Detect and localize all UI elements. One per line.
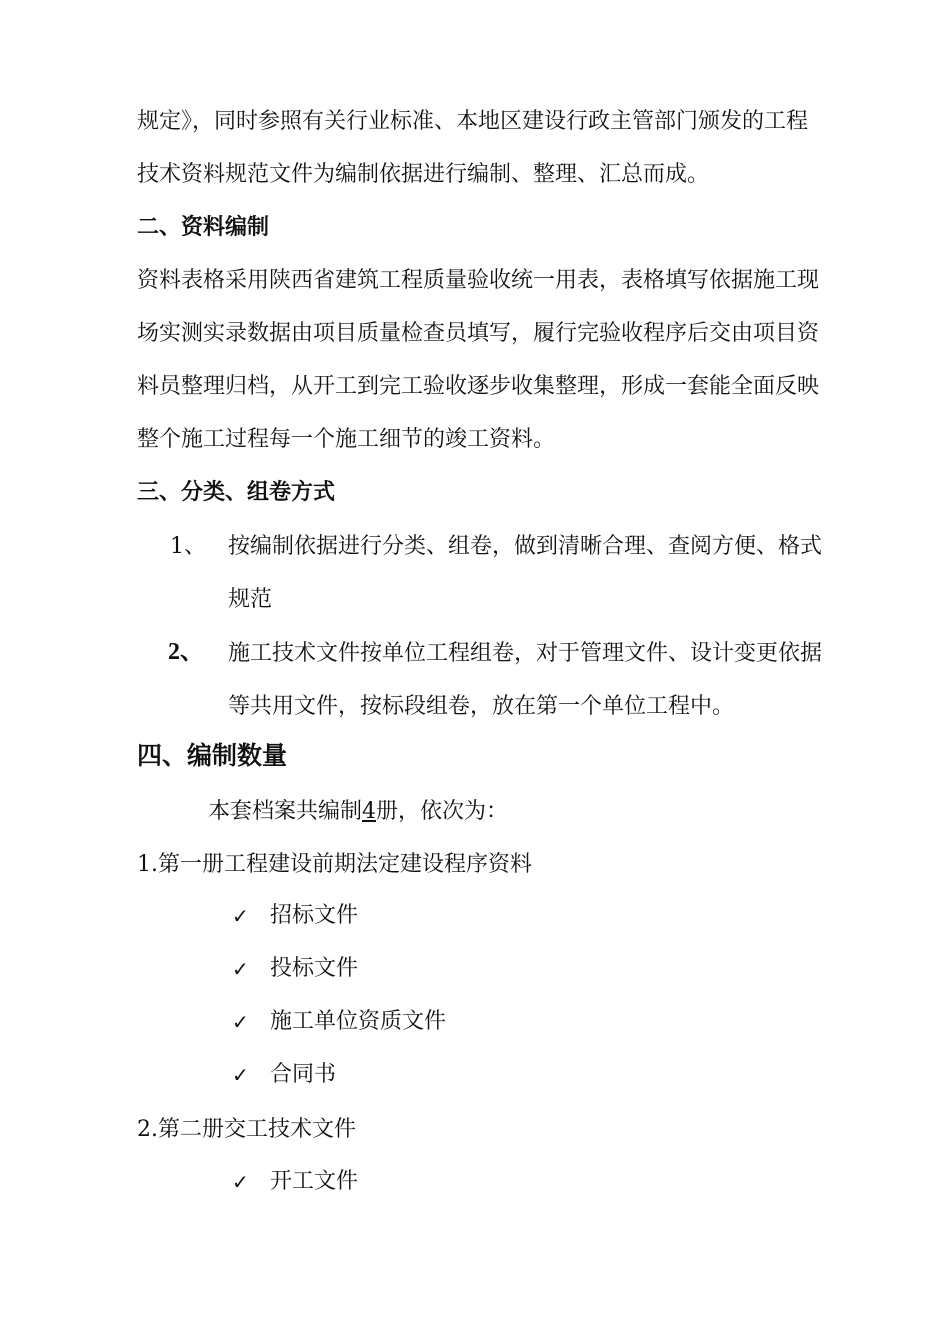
check-icon: ✓ [232, 904, 249, 928]
section-2-heading: 二、资料编制 [137, 215, 270, 240]
section-2-line-2: 场实测实录数据由项目质量检查员填写，履行完验收程序后交由项目资 [137, 321, 820, 346]
volume-2-title: 2.第二册交工技术文件 [137, 1117, 356, 1142]
check-icon: ✓ [232, 1170, 249, 1194]
volume-count: 4 [362, 799, 377, 824]
list-item-1-line-2: 规范 [228, 587, 273, 612]
summary-post: 册，依次为： [376, 799, 509, 824]
section-4-summary [208, 797, 508, 827]
list-item-2-line-2: 等共用文件，按标段组卷，放在第一个单位工程中。 [228, 694, 735, 719]
list-item-2-line-1: 施工技术文件按单位工程组卷，对于管理文件、设计变更依据 [228, 641, 823, 666]
volume-1-item-4: 合同书 [270, 1062, 337, 1087]
check-icon: ✓ [232, 1063, 249, 1087]
volume-1-item-1: 招标文件 [270, 903, 359, 928]
section-2-line-3: 料员整理归档，从开工到完工验收逐步收集整理，形成一套能全面反映 [137, 374, 820, 399]
intro-line-2: 技术资料规范文件为编制依据进行编制、整理、汇总而成。 [137, 162, 710, 187]
section-4-heading: 四、编制数量 [137, 741, 288, 770]
section-2-line-4: 整个施工过程每一个施工细节的竣工资料。 [137, 427, 556, 452]
section-3-heading: 三、分类、组卷方式 [137, 480, 336, 505]
summary-pre: 本套档案共编制 [208, 799, 363, 824]
list-item-1-line-1: 按编制依据进行分类、组卷，做到清晰合理、查阅方便、格式 [228, 534, 823, 559]
list-number-2: 2、 [168, 639, 204, 665]
section-2-line-1: 资料表格采用陕西省建筑工程质量验收统一用表，表格填写依据施工现 [137, 268, 820, 293]
list-number-1: 1、 [170, 534, 206, 559]
check-icon: ✓ [232, 1010, 249, 1034]
check-icon: ✓ [232, 957, 249, 981]
volume-1-title: 1.第一册工程建设前期法定建设程序资料 [137, 852, 532, 877]
volume-1-item-3: 施工单位资质文件 [270, 1009, 447, 1034]
intro-line-1: 规定》，同时参照有关行业标准、本地区建设行政主管部门颁发的工程 [137, 109, 809, 134]
volume-2-item-1: 开工文件 [270, 1169, 359, 1194]
volume-1-item-2: 投标文件 [270, 956, 359, 981]
